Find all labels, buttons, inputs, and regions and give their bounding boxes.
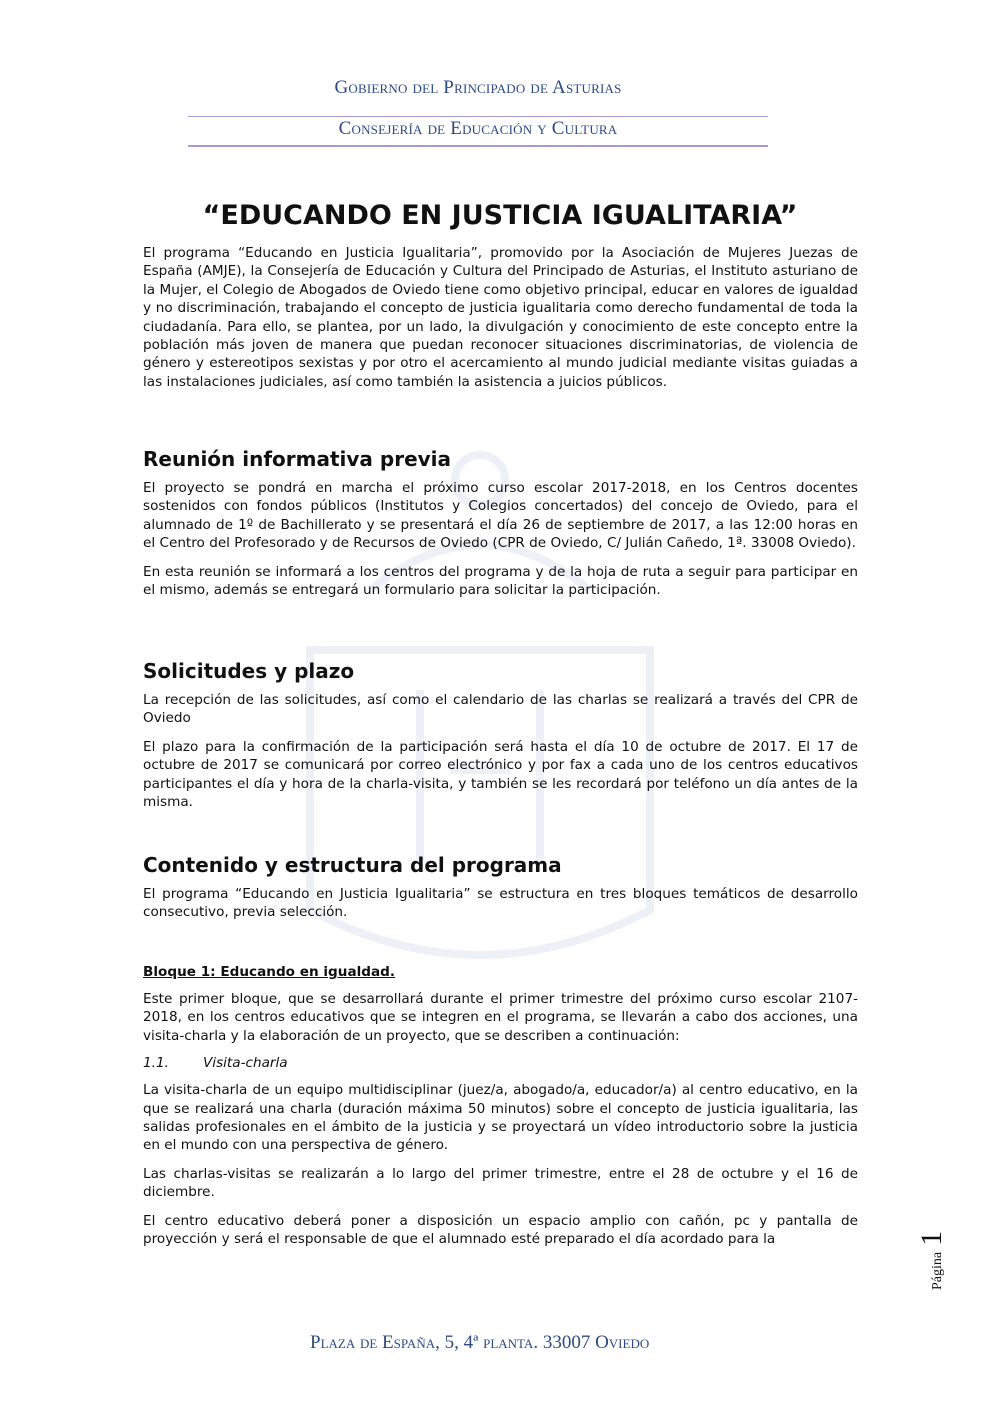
paragraph: El plazo para la confirmación de la participación será hasta el día 10 de octubre de 2017. El 17 de octubre de 2017 se comunicará por correo electrónico y por fax a cada uno de los centros educativos participantes el día y hora de la charla-visita, y también se les recordará por teléfono un día antes de la misma.	[143, 738, 858, 811]
paragraph: En esta reunión se informará a los centros del programa y de la hoja de ruta a seguir para participar en el mismo, además se entregará un formulario para solicitar la participación.	[143, 563, 858, 599]
section-heading-contenido: Contenido y estructura del programa	[143, 853, 562, 877]
page-number-value: 1	[915, 1230, 948, 1246]
paragraph: La recepción de las solicitudes, así como el calendario de las charlas se realizará a través del CPR de Oviedo	[143, 692, 858, 727]
header-divider	[188, 116, 768, 117]
bloque-heading: Bloque 1: Educando en igualdad.	[143, 964, 396, 980]
header-government: Gobierno del Principado de Asturias	[334, 77, 622, 98]
paragraph: Este primer bloque, que se desarrollará durante el primer trimestre del próximo curso escolar 2107-2018, en los centros educativos que se integren en el programa, se llevarán a cabo dos acciones, una visita-charla y la elaboración de un proyecto, que se describen a continuación:	[143, 991, 858, 1044]
paragraph: Las charlas-visitas se realizarán a lo largo del primer trimestre, entre el 28 de octubre y el 16 de diciembre.	[143, 1165, 858, 1201]
section-heading-solicitudes: Solicitudes y plazo	[143, 659, 355, 683]
footer-address: Plaza de España, 5, 4ª planta. 33007 Oviedo	[310, 1332, 650, 1353]
header-department: Consejería de Educación y Cultura	[338, 118, 618, 139]
subsection-title: Visita-charla	[203, 1055, 288, 1072]
subsection-number: 1.1.	[143, 1055, 169, 1072]
paragraph: El programa “Educando en Justicia Igualitaria” se estructura en tres bloques temáticos de desarrollo consecutivo, previa selección.	[143, 886, 858, 921]
header-divider	[188, 145, 768, 147]
subsection-heading	[143, 1055, 858, 1071]
document-title: “EDUCANDO EN JUSTICIA IGUALITARIA”	[202, 200, 798, 231]
intro-paragraph: El programa “Educando en Justicia Igualitaria”, promovido por la Asociación de Mujeres Juezas de España (AMJE), la Consejería de Educación y Cultura del Principado de Asturias, el Instituto asturiano de la Mujer, el Colegio de Abogados de Oviedo tiene como objetivo principal, educar en valores de igualdad y no discriminación, trabajando el concepto de justicia igualitaria como derecho fundamental de toda la ciudadanía. Para ello, se plantea, por un lado, la divulgación y conocimiento de este concepto entre la población más joven de manera que puedan reconocer situaciones discriminatorias, de violencia de género y estereotipos sexistas y por otro el acercamiento al mundo judicial mediante visitas guiadas a las instalaciones judiciales, así como también la asistencia a juicios públicos.	[143, 245, 858, 390]
paragraph: El proyecto se pondrá en marcha el próximo curso escolar 2017-2018, en los Centros docentes sostenidos con fondos públicos (Institutos y Colegios concertados) del concejo de Oviedo, para el alumnado de 1º de Bachillerato y se presentará el día 26 de septiembre de 2017, a las 12:00 horas en el Centro del Profesorado y de Recursos de Oviedo (CPR de Oviedo, C/ Julián Cañedo, 1ª. 33008 Oviedo).	[143, 480, 858, 552]
page-number	[915, 1231, 949, 1290]
paragraph: El centro educativo deberá poner a disposición un espacio amplio con cañón, pc y pantalla de proyección y será el responsable de que el alumnado esté preparado el día acordado para la	[143, 1212, 858, 1248]
page-label: Página	[930, 1251, 945, 1290]
paragraph: La visita-charla de un equipo multidisciplinar (juez/a, abogado/a, educador/a) al centro educativo, en la que se realizará una charla (duración máxima 50 minutos) sobre el concepto de justicia igualitaria, las salidas profesionales en el ámbito de la justicia y se proyectará un vídeo introductorio sobre la justicia en el mundo con una perspectiva de género.	[143, 1082, 858, 1154]
section-heading-reunion: Reunión informativa previa	[143, 447, 452, 471]
